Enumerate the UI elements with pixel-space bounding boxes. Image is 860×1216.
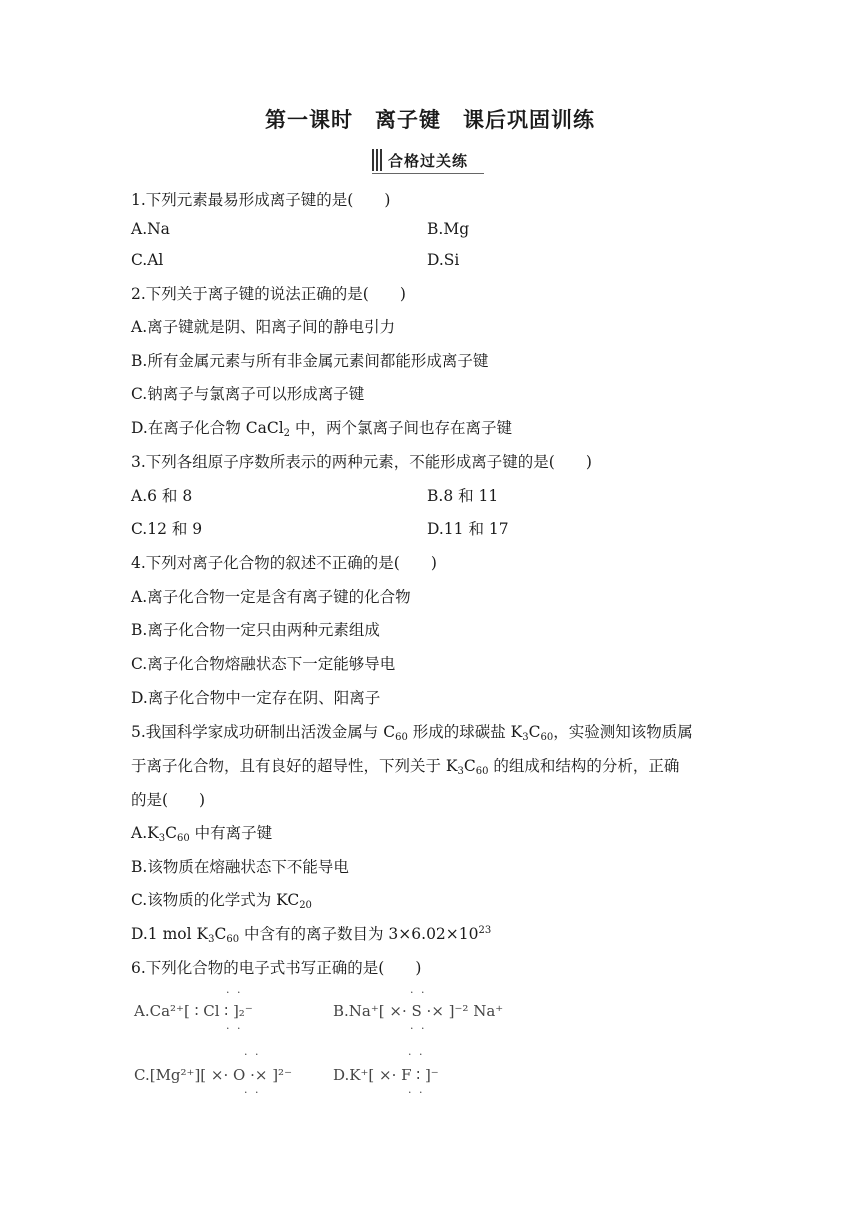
badge-bars-icon — [372, 149, 382, 171]
electron-dots: · · — [244, 1048, 261, 1061]
question-3-stem: 3.下列各组原子序数所表示的两种元素，不能形成离子键的是( ) — [131, 453, 592, 471]
question-2-option-d: D.在离子化合物 CaCl$_2$ 中，两个氯离子间也存在离子键 — [131, 419, 512, 439]
question-1-option-c: C.Al — [131, 251, 164, 269]
question-5-stem-line-2: 于离子化合物，且有良好的超导性，下列关于 $K_3C_{60}$ 的组成和结构的分析，正确 — [131, 757, 680, 777]
question-1-option-d: D.Si — [427, 251, 460, 269]
electron-dots: · · — [226, 986, 243, 999]
electron-dots: · · — [226, 1022, 243, 1035]
electron-dots: · · — [410, 1022, 427, 1035]
question-4-option-c: C.离子化合物熔融状态下一定能够导电 — [131, 655, 396, 673]
question-6-option-c: C.[Mg²⁺][ ×· O ·× ]²⁻ — [134, 1066, 292, 1084]
question-4-option-d: D.离子化合物中一定存在阴、阳离子 — [131, 689, 381, 707]
question-5-option-d: D.1 mol $K_3C_{60}$ 中含有的离子数目为 $3\times 6.02\times 10^{23}$ — [131, 925, 492, 945]
page-title: 第一课时 离子键 课后巩固训练 — [265, 108, 595, 132]
question-3-option-d: D.11 和 17 — [427, 520, 509, 538]
question-6-option-a: A.Ca²⁺[ ∶ Cl ∶ ]₂⁻ — [134, 1002, 253, 1020]
question-5-option-c: C.该物质的化学式为 $KC_{20}$ — [131, 891, 312, 911]
section-badge-label: 合格过关练 — [388, 151, 469, 170]
question-5-option-b: B.该物质在熔融状态下不能导电 — [131, 858, 349, 876]
question-5-stem-line-1: 5.我国科学家成功研制出活泼金属与 $C_{60}$ 形成的球碳盐 $K_3C_{60}$，实验测知该物质属 — [131, 723, 693, 743]
question-1-option-a: A.Na — [131, 220, 170, 238]
section-badge — [372, 148, 484, 172]
badge-underline — [372, 173, 484, 174]
question-2-option-b: B.所有金属元素与所有非金属元素间都能形成离子键 — [131, 352, 489, 370]
question-1-stem: 1.下列元素最易形成离子键的是( ) — [131, 191, 391, 209]
question-4-option-a: A.离子化合物一定是含有离子键的化合物 — [131, 588, 411, 606]
electron-dots: · · — [244, 1086, 261, 1099]
electron-dots: · · — [410, 986, 427, 999]
question-5-option-a: $A.K_3C_{60}$ 中有离子键 — [131, 824, 273, 844]
question-2-option-c: C.钠离子与氯离子可以形成离子键 — [131, 385, 365, 403]
question-6-option-d: D.K⁺[ ×· F ∶ ]⁻ — [333, 1066, 439, 1084]
question-2-stem: 2.下列关于离子键的说法正确的是( ) — [131, 285, 406, 303]
question-5-stem-line-3: 的是( ) — [131, 791, 206, 809]
question-3-option-c: C.12 和 9 — [131, 520, 203, 538]
question-3-option-b: B.8 和 11 — [427, 487, 499, 505]
question-2-option-a: A.离子键就是阴、阳离子间的静电引力 — [131, 318, 396, 336]
question-6-option-b: B.Na⁺[ ×· S ·× ]⁻² Na⁺ — [333, 1002, 504, 1020]
electron-dots: · · — [408, 1086, 425, 1099]
question-4-option-b: B.离子化合物一定只由两种元素组成 — [131, 621, 380, 639]
question-6-stem: 6.下列化合物的电子式书写正确的是( ) — [131, 959, 422, 977]
question-1-option-b: B.Mg — [427, 220, 470, 238]
question-3-option-a: A.6 和 8 — [131, 487, 193, 505]
electron-dots: · · — [408, 1048, 425, 1061]
question-4-stem: 4.下列对离子化合物的叙述不正确的是( ) — [131, 554, 437, 572]
